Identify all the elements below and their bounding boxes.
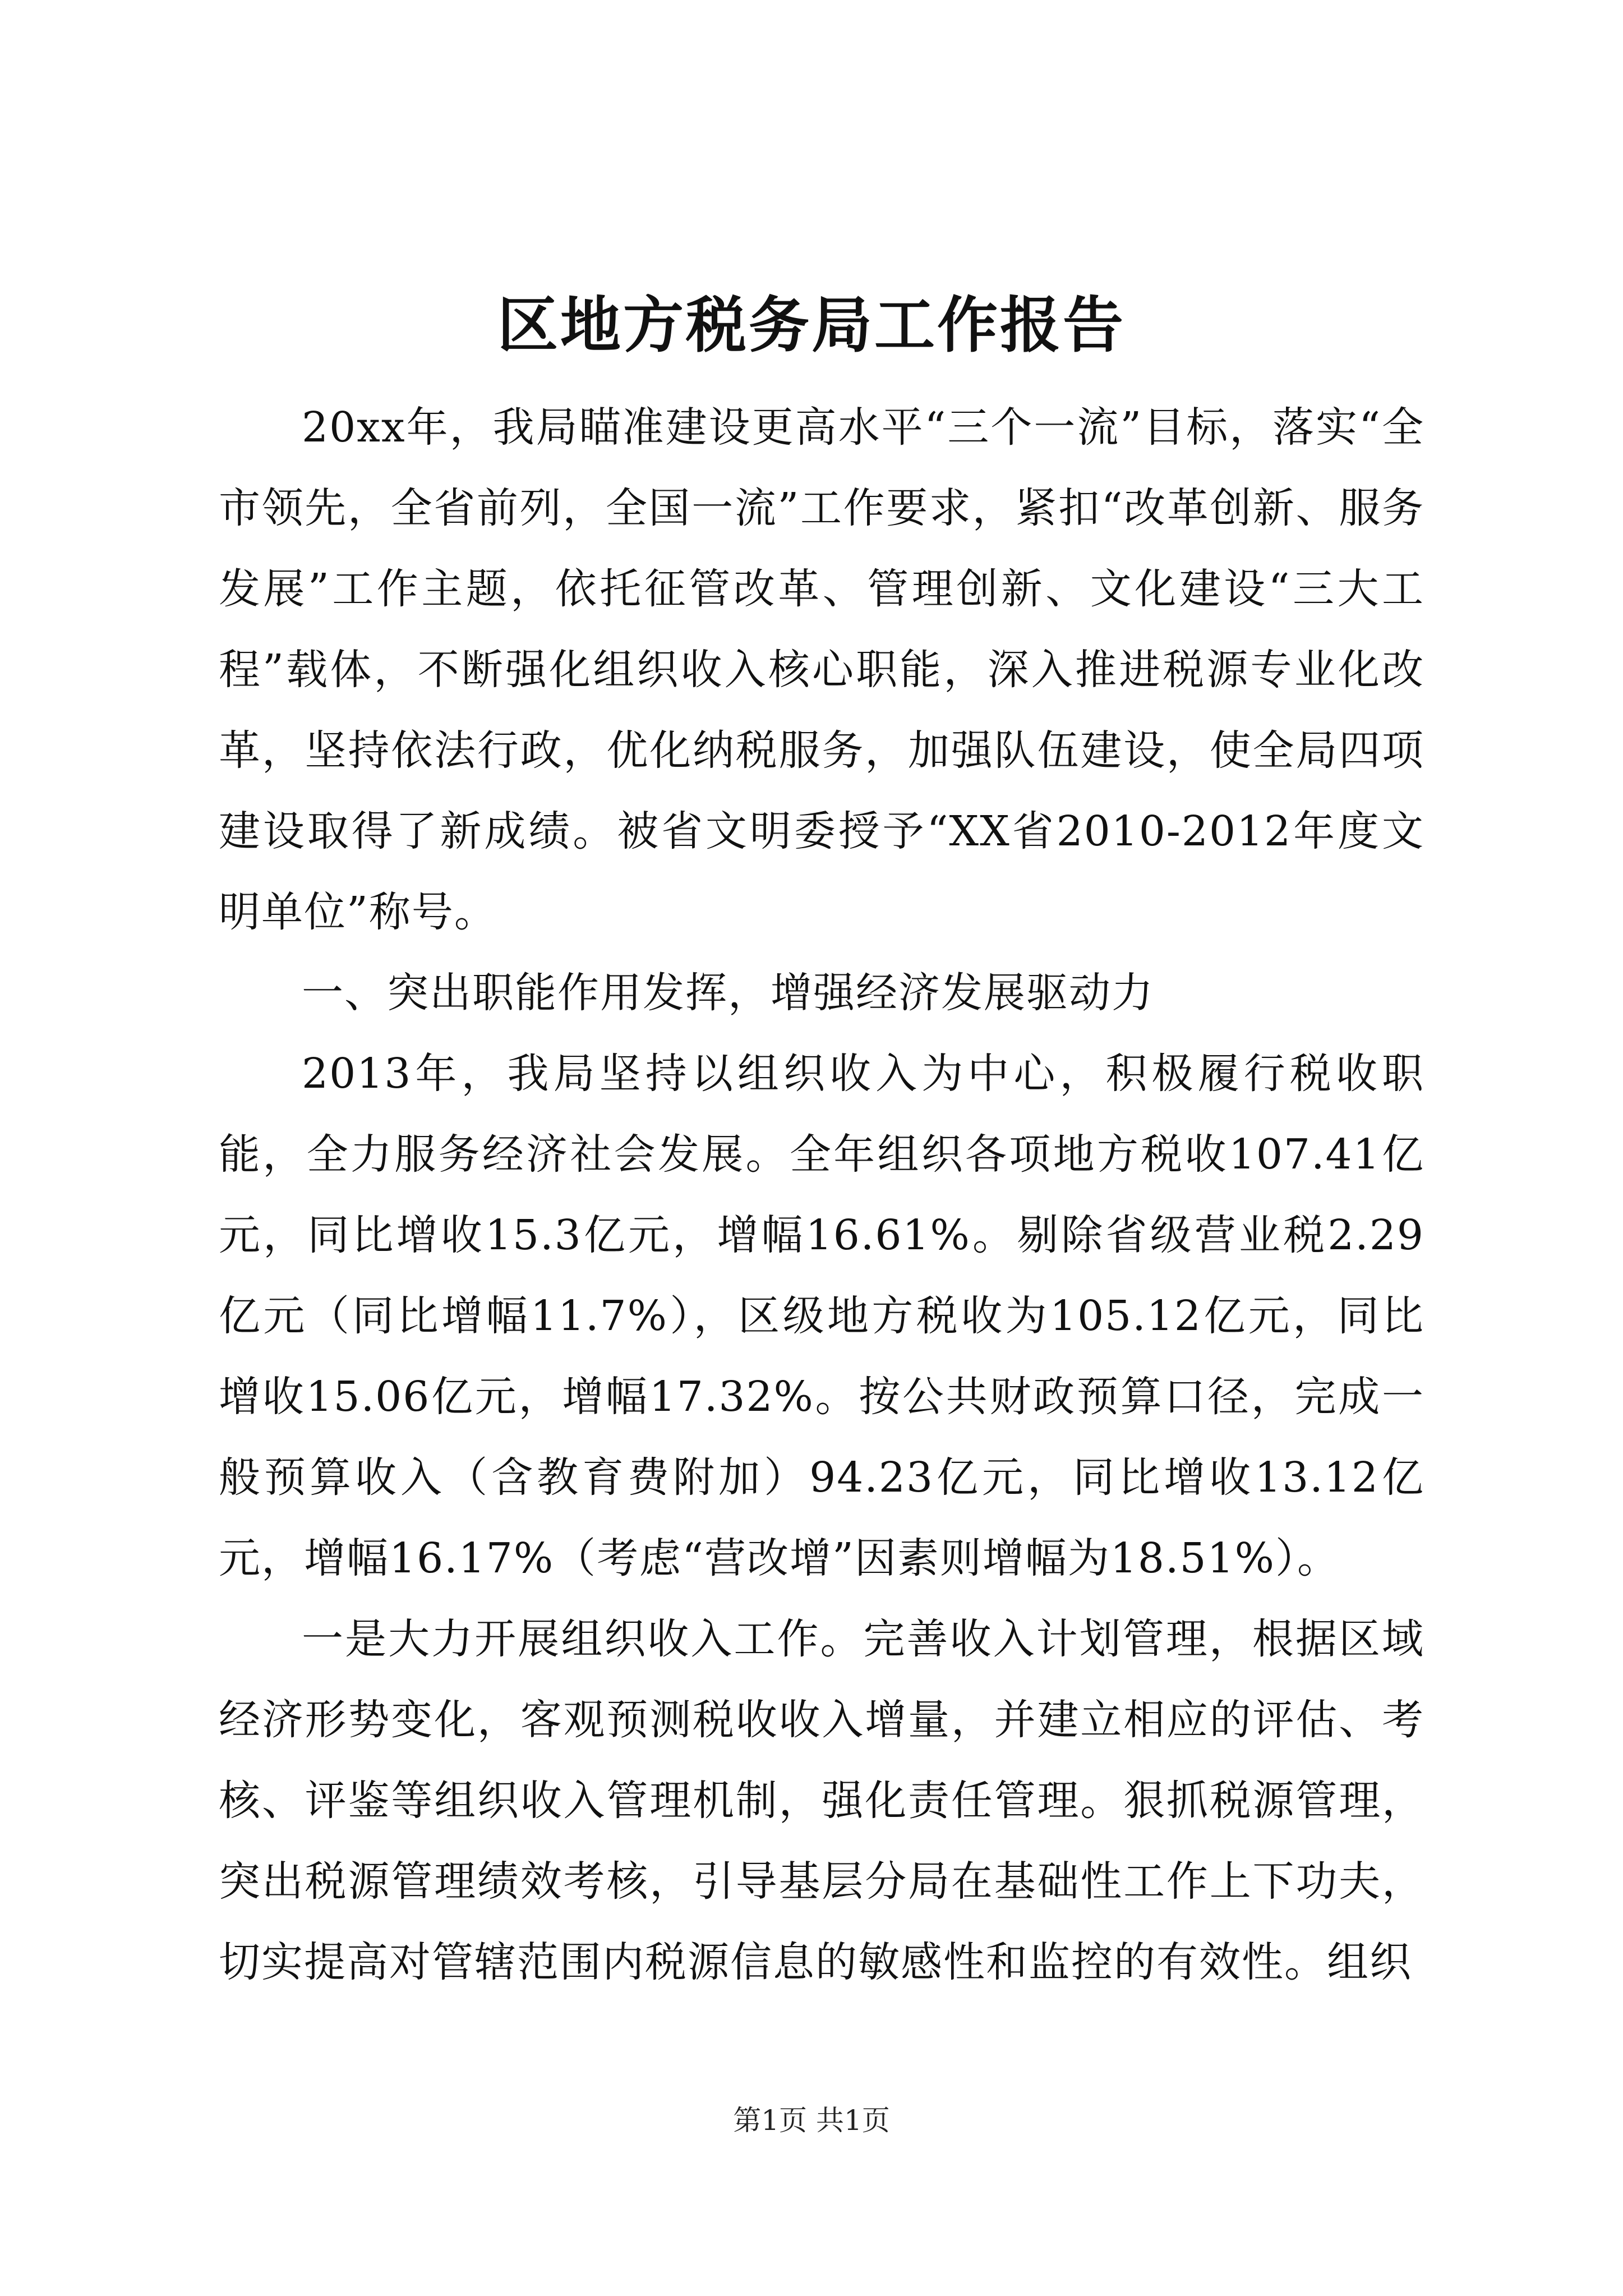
paragraph-intro: 20xx年，我局瞄准建设更高水平“三个一流”目标，落实“全市领先，全省前列，全国一流”工作要求，紧扣“改革创新、服务发展”工作主题，依托征管改革、管理创新、文化建设“三大工程”载体，不断强化组织收入核心职能，深入推进税源专业化改革，坚持依法行政，优化纳税服务，加强队伍建设，使全局四项建设取得了新成绩。被省文明委授予“XX省2010-2012年度文明单位”称号。 [219,403,1424,936]
section-heading-1: 一、突出职能作用发挥，增强经济发展驱动力 [302,969,1154,1017]
page-footer: 第1页 共1页 [733,2104,890,2137]
paragraph-revenue-work: 一是大力开展组织收入工作。完善收入计划管理，根据区域经济形势变化，客观预测税收收入增量，并建立相应的评估、考核、评鉴等组织收入管理机制，强化责任管理。狠抓税源管理，突出税源管理绩效考核，引导基层分局在基础性工作上下功夫，切实提高对管辖范围内税源信息的敏感性和监控的有效性。组织 [219,1615,1424,1986]
paragraph-revenue-2013: 2013年，我局坚持以组织收入为中心，积极履行税收职能，全力服务经济社会发展。全年组织各项地方税收107.41亿元，同比增收15.3亿元，增幅16.61%。剔除省级营业税2.29亿元（同比增幅11.7%），区级地方税收为105.12亿元，同比增收15.06亿元，增幅17.32%。按公共财政预算口径，完成一般预算收入（含教育费附加）94.23亿元，同比增收13.12亿元，增幅16.17%（考虑“营改增”因素则增幅为18.51%）。 [219,1050,1424,1582]
document-body [219,387,1424,2003]
document-title: 区地方税务局工作报告 [497,290,1126,361]
